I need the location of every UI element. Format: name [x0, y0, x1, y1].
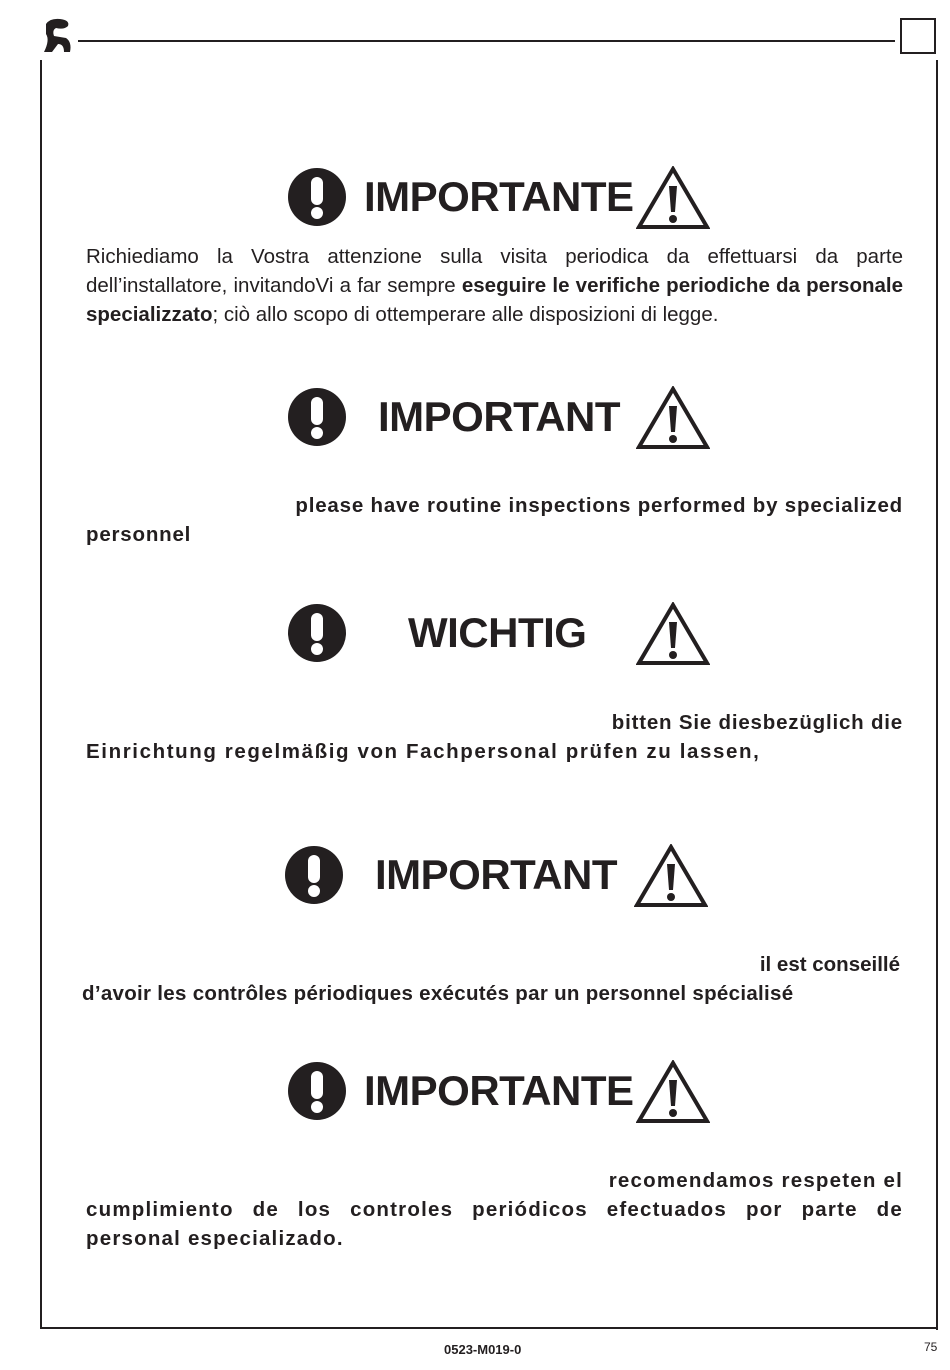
heading-label: IMPORTANT	[378, 393, 621, 440]
paragraph-line: recomendamos respeten el	[608, 1169, 903, 1192]
frame-right-border	[936, 60, 938, 1330]
paragraph-line: please have routine inspections performed by specialized	[295, 494, 903, 517]
heading-label: WICHTIG	[408, 609, 587, 656]
frame-bottom-border	[40, 1327, 938, 1329]
header-rule	[78, 40, 895, 42]
paragraph-line: Einrichtung regelmäßig von Fachpersonal prüfen zu lassen,	[86, 740, 761, 763]
warning-triangle-icon	[634, 844, 708, 908]
warning-heading-de	[0, 604, 950, 674]
warning-triangle-icon	[636, 386, 710, 450]
exclamation-circle-icon	[288, 168, 346, 226]
warning-triangle-icon	[636, 602, 710, 666]
warning-triangle-icon	[636, 1060, 710, 1124]
paragraph-es	[86, 1166, 903, 1253]
paragraph-bold-text: eseguire le verifiche periodiche da personale specializzato	[86, 274, 903, 326]
paragraph-line: il est conseillé	[759, 953, 900, 976]
warning-heading-it	[0, 168, 950, 238]
exclamation-circle-icon	[288, 604, 346, 662]
paragraph-line: personnel	[86, 523, 192, 546]
exclamation-circle-icon	[285, 846, 343, 904]
frame-left-border	[40, 60, 42, 1328]
exclamation-circle-icon	[288, 1062, 346, 1120]
brand-logo-icon	[40, 16, 78, 56]
exclamation-circle-icon	[288, 388, 346, 446]
paragraph-fr	[82, 950, 900, 1008]
paragraph-line: cumplimiento de los controles periódicos efectuados por parte de personal especializado.	[86, 1198, 903, 1250]
paragraph-text: ; ciò allo scopo di ottemperare alle disposizioni di legge.	[212, 303, 719, 326]
document-code: 0523-M019-0	[444, 1342, 522, 1357]
paragraph-en	[86, 491, 903, 549]
warning-heading-es	[0, 1062, 950, 1132]
corner-box	[900, 18, 936, 54]
heading-label: IMPORTANTE	[364, 173, 634, 220]
heading-label: IMPORTANT	[375, 851, 618, 898]
warning-heading-en	[0, 388, 950, 458]
paragraph-text: Richiediamo la Vostra attenzione sulla visita periodica da effettuarsi da parte dell’installatore, invitandoVi a far sempre	[86, 245, 903, 297]
page-number: 75	[924, 1340, 938, 1354]
warning-triangle-icon	[636, 166, 710, 230]
paragraph-line: bitten Sie diesbezüglich die	[611, 711, 903, 734]
paragraph-it	[86, 242, 903, 329]
heading-label: IMPORTANTE	[364, 1067, 634, 1114]
paragraph-de	[86, 708, 903, 766]
paragraph-line: d’avoir les contrôles périodiques exécutés par un personnel spécialisé	[82, 982, 794, 1005]
warning-heading-fr	[0, 846, 950, 916]
